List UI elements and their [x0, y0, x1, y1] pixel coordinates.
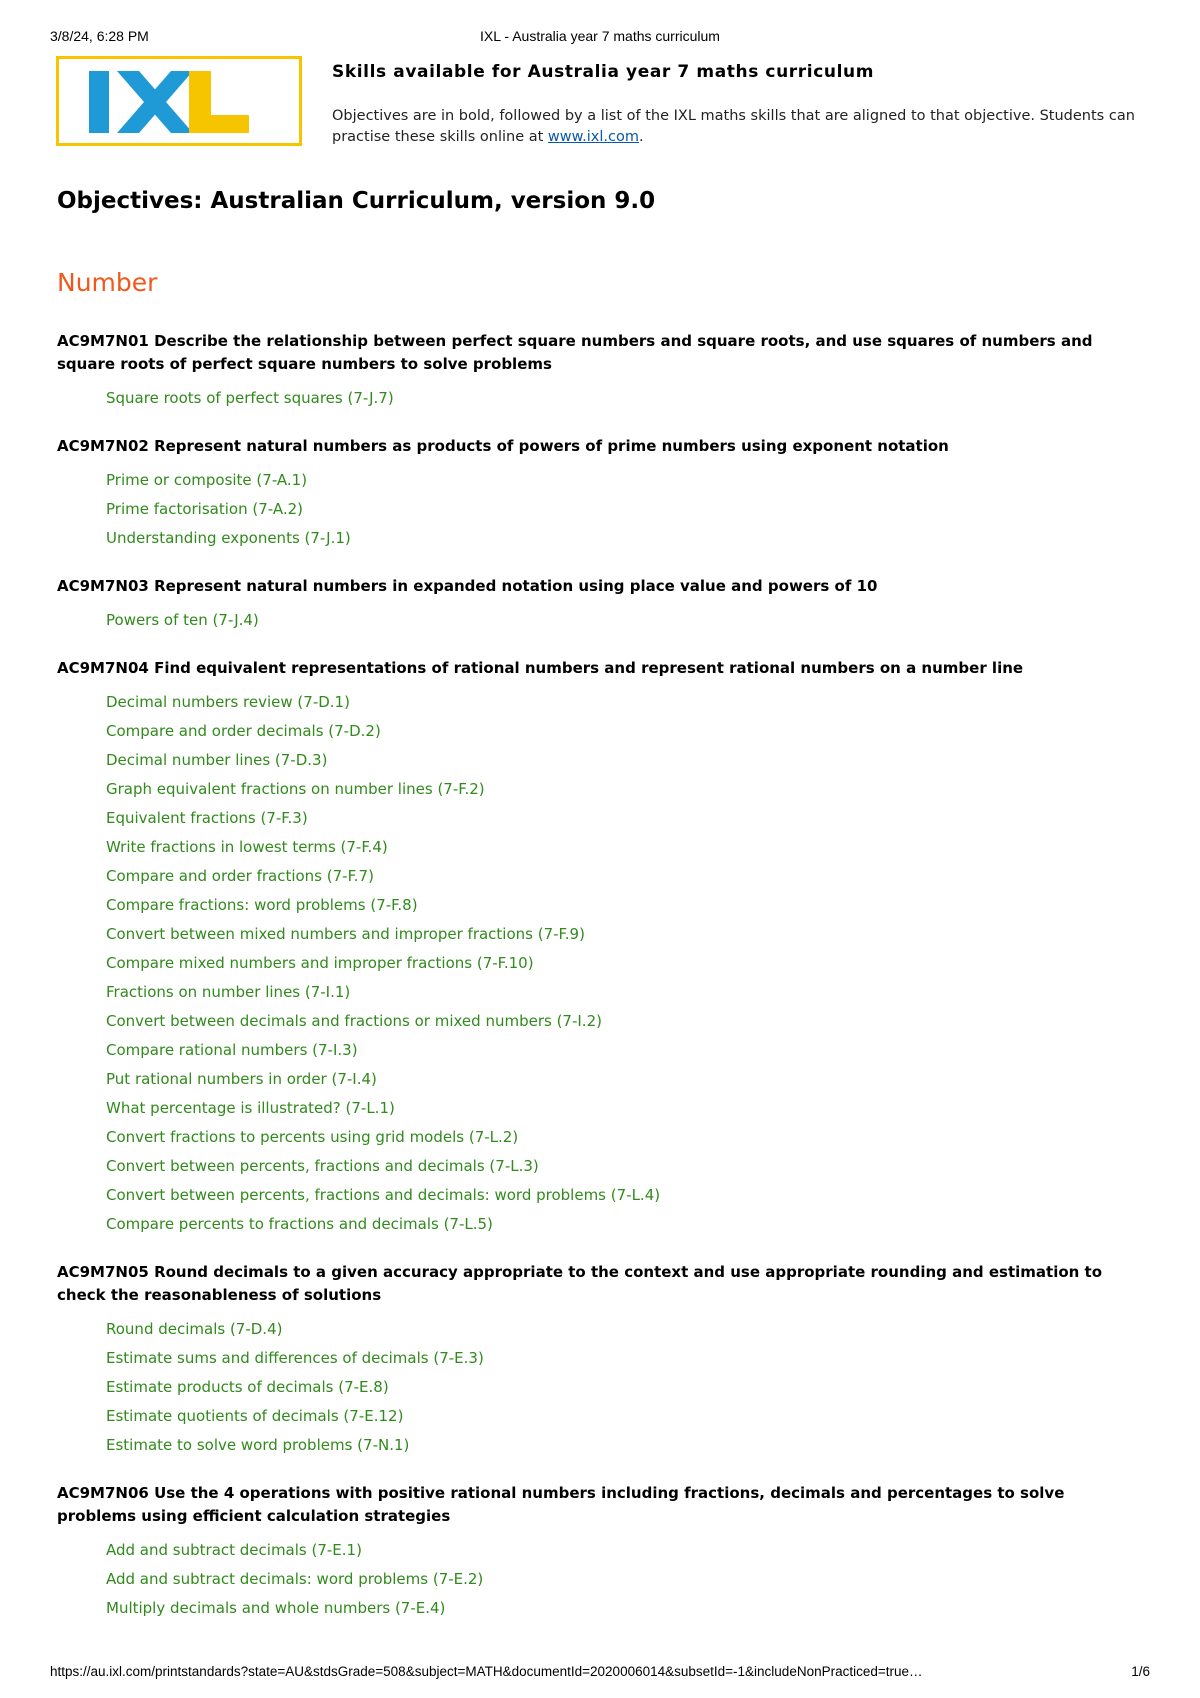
- print-date: 3/8/24, 6:28 PM: [50, 28, 149, 44]
- skill-link[interactable]: Convert between percents, fractions and decimals (7-L.3): [106, 1157, 539, 1175]
- skill-link[interactable]: Round decimals (7-D.4): [106, 1320, 283, 1338]
- ixl-logo: [56, 56, 302, 146]
- skill-link[interactable]: Compare and order fractions (7-F.7): [106, 867, 374, 885]
- skill-link[interactable]: Convert fractions to percents using grid models (7-L.2): [106, 1128, 519, 1146]
- skill-list: [57, 1536, 1147, 1623]
- logo-letter-i: [89, 71, 109, 133]
- objective-text: AC9M7N05 Round decimals to a given accuracy appropriate to the context and use appropriate rounding and estimation to check the reasonableness of solutions: [57, 1263, 1103, 1304]
- objective-text: AC9M7N01 Describe the relationship between perfect square numbers and square roots, and use squares of numbers and square roots of perfect square numbers to solve problems: [57, 332, 1093, 373]
- skill-link[interactable]: Compare and order decimals (7-D.2): [106, 722, 381, 740]
- intro-text-before-link: Objectives are in bold, followed by a list of the IXL maths skills that are aligned to that objective. Students can practise these skills online at: [332, 108, 1135, 145]
- skill-link[interactable]: Compare rational numbers (7-I.3): [106, 1041, 358, 1059]
- skill-link[interactable]: Estimate to solve word problems (7-N.1): [106, 1436, 410, 1454]
- objective: [57, 1261, 1147, 1460]
- objective-text: AC9M7N02 Represent natural numbers as products of powers of prime numbers using exponent notation: [57, 437, 949, 455]
- skill-list: [57, 606, 1147, 635]
- skill-link[interactable]: Decimal numbers review (7-D.1): [106, 693, 350, 711]
- skill-list: [57, 1315, 1147, 1460]
- intro-text: [332, 106, 1152, 148]
- logo-letter-l: [189, 71, 249, 133]
- skill-link[interactable]: Fractions on number lines (7-I.1): [106, 983, 351, 1001]
- intro-text-after-link: .: [639, 129, 644, 145]
- skill-link[interactable]: Powers of ten (7-J.4): [106, 611, 259, 629]
- objectives-title: Objectives: Australian Curriculum, version 9.0: [57, 188, 656, 214]
- print-footer: [50, 1664, 1150, 1684]
- skill-link[interactable]: Convert between mixed numbers and improper fractions (7-F.9): [106, 925, 585, 943]
- skill-link[interactable]: Multiply decimals and whole numbers (7-E.4): [106, 1599, 446, 1617]
- skill-link[interactable]: Add and subtract decimals (7-E.1): [106, 1541, 362, 1559]
- print-page-title: IXL - Australia year 7 maths curriculum: [480, 28, 720, 44]
- objective: [57, 435, 1147, 553]
- objective-text: AC9M7N03 Represent natural numbers in expanded notation using place value and powers of 10: [57, 577, 878, 595]
- objective-text: AC9M7N06 Use the 4 operations with positive rational numbers including fractions, decimals and percentages to solve problems using efficient calculation strategies: [57, 1484, 1065, 1525]
- skill-link[interactable]: Understanding exponents (7-J.1): [106, 529, 351, 547]
- objective: [57, 330, 1147, 413]
- print-url: https://au.ixl.com/printstandards?state=AU&stdsGrade=508&subject=MATH&documentId=2020006014&subsetId=-1&includeNonPracticed=true…: [50, 1664, 923, 1679]
- skill-list: [57, 688, 1147, 1239]
- page-number: 1/6: [1131, 1664, 1150, 1679]
- skill-list: [57, 384, 1147, 413]
- skill-link[interactable]: Convert between decimals and fractions or mixed numbers (7-I.2): [106, 1012, 602, 1030]
- intro: [332, 62, 1152, 148]
- skill-link[interactable]: Square roots of perfect squares (7-J.7): [106, 389, 394, 407]
- skill-link[interactable]: Convert between percents, fractions and decimals: word problems (7-L.4): [106, 1186, 661, 1204]
- intro-heading: Skills available for Australia year 7 maths curriculum: [332, 62, 875, 82]
- ixl-logo-mark: [59, 59, 299, 143]
- print-header: [50, 28, 1150, 48]
- skill-link[interactable]: Estimate sums and differences of decimals (7-E.3): [106, 1349, 484, 1367]
- skill-link[interactable]: Prime or composite (7-A.1): [106, 471, 308, 489]
- skill-link[interactable]: Decimal number lines (7-D.3): [106, 751, 328, 769]
- skill-link[interactable]: What percentage is illustrated? (7-L.1): [106, 1099, 395, 1117]
- skill-link[interactable]: Put rational numbers in order (7-I.4): [106, 1070, 377, 1088]
- skill-link[interactable]: Compare percents to fractions and decimals (7-L.5): [106, 1215, 493, 1233]
- skill-link[interactable]: Add and subtract decimals: word problems (7-E.2): [106, 1570, 484, 1588]
- ixl-website-link[interactable]: www.ixl.com: [547, 129, 639, 145]
- objective: [57, 657, 1147, 1239]
- skill-link[interactable]: Estimate quotients of decimals (7-E.12): [106, 1407, 404, 1425]
- objective-text: AC9M7N04 Find equivalent representations of rational numbers and represent rational numbers on a number line: [57, 659, 1024, 677]
- skill-list: [57, 466, 1147, 553]
- skill-link[interactable]: Prime factorisation (7-A.2): [106, 500, 303, 518]
- skill-link[interactable]: Compare mixed numbers and improper fractions (7-F.10): [106, 954, 534, 972]
- skill-link[interactable]: Write fractions in lowest terms (7-F.4): [106, 838, 388, 856]
- section-title-number: Number: [57, 268, 158, 297]
- objectives-list: [57, 330, 1147, 1645]
- skill-link[interactable]: Estimate products of decimals (7-E.8): [106, 1378, 389, 1396]
- objective: [57, 1482, 1147, 1623]
- skill-link[interactable]: Graph equivalent fractions on number lines (7-F.2): [106, 780, 485, 798]
- skill-link[interactable]: Compare fractions: word problems (7-F.8): [106, 896, 418, 914]
- skill-link[interactable]: Equivalent fractions (7-F.3): [106, 809, 308, 827]
- objective: [57, 575, 1147, 635]
